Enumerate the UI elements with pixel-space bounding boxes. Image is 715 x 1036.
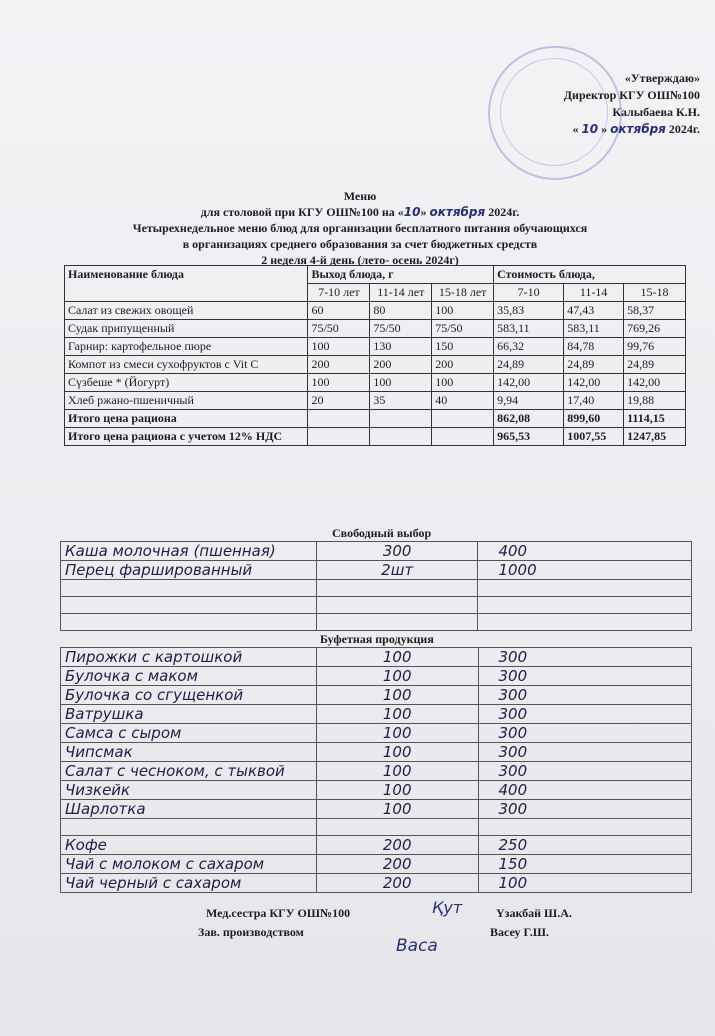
buffet-rows bbox=[61, 648, 692, 893]
buffet-item-price: 300 bbox=[478, 686, 692, 705]
chef-name: Васеу Г.Ш. bbox=[490, 925, 549, 939]
buffet-item-quantity: 100 bbox=[316, 667, 478, 686]
total-vat-row bbox=[65, 428, 686, 446]
buffet-row bbox=[61, 705, 692, 724]
yield-7-10: 75/50 bbox=[308, 320, 370, 338]
approval-date-suffix: 2024г. bbox=[668, 122, 700, 136]
yield-15-18: 100 bbox=[432, 302, 494, 320]
free-choice-item-quantity bbox=[316, 597, 478, 614]
total-empty bbox=[370, 410, 432, 428]
yield-11-14: 80 bbox=[370, 302, 432, 320]
buffet-item-price bbox=[478, 819, 692, 836]
cost-7-10: 583,11 bbox=[494, 320, 564, 338]
cost-7-10: 142,00 bbox=[494, 374, 564, 392]
cost-15-18: 769,26 bbox=[624, 320, 686, 338]
menu-day: 10 bbox=[403, 205, 421, 219]
cost-11-14: 142,00 bbox=[564, 374, 624, 392]
free-choice-item-price: 400 bbox=[478, 542, 692, 561]
yield-7-10: 200 bbox=[308, 356, 370, 374]
yield-15-18: 200 bbox=[432, 356, 494, 374]
header-cost-15-18: 15-18 bbox=[624, 284, 686, 302]
table-row bbox=[65, 302, 686, 320]
approval-date bbox=[500, 121, 700, 138]
total-vat-empty bbox=[308, 428, 370, 446]
yield-11-14: 200 bbox=[370, 356, 432, 374]
total-cost-11-14: 899,60 bbox=[564, 410, 624, 428]
total-vat-cost-15-18: 1247,85 bbox=[624, 428, 686, 446]
cost-7-10: 35,83 bbox=[494, 302, 564, 320]
total-vat-cost-11-14: 1007,55 bbox=[564, 428, 624, 446]
dish-name: Салат из свежих овощей bbox=[65, 302, 308, 320]
buffet-table bbox=[60, 647, 692, 893]
cost-11-14: 47,43 bbox=[564, 302, 624, 320]
buffet-item-name: Булочка с маком bbox=[61, 667, 317, 686]
free-choice-item-quantity bbox=[316, 580, 478, 597]
buffet-row bbox=[61, 836, 692, 855]
free-choice-item-quantity bbox=[316, 614, 478, 631]
total-empty bbox=[432, 410, 494, 428]
header-age-15-18: 15-18 лет bbox=[432, 284, 494, 302]
chef-signature: Васа bbox=[396, 936, 438, 956]
buffet-item-price: 300 bbox=[478, 724, 692, 743]
table-row bbox=[65, 392, 686, 410]
approval-day: 10 bbox=[581, 122, 599, 136]
table-row bbox=[65, 374, 686, 392]
buffet-row bbox=[61, 874, 692, 893]
buffet-item-price: 100 bbox=[478, 874, 692, 893]
menu-date-line bbox=[60, 204, 660, 220]
free-choice-item-name bbox=[61, 597, 317, 614]
yield-7-10: 100 bbox=[308, 338, 370, 356]
total-vat-cost-7-10: 965,53 bbox=[494, 428, 564, 446]
cost-7-10: 66,32 bbox=[494, 338, 564, 356]
buffet-row bbox=[61, 724, 692, 743]
buffet-item-name: Салат с чесноком, с тыквой bbox=[61, 762, 317, 781]
buffet-item-name: Чай с молоком с сахаром bbox=[61, 855, 317, 874]
cost-7-10: 9,94 bbox=[494, 392, 564, 410]
cost-11-14: 17,40 bbox=[564, 392, 624, 410]
approval-line-1: «Утверждаю» bbox=[624, 71, 700, 85]
nurse-title: Мед.сестра КГУ ОШ№100 bbox=[206, 906, 351, 920]
free-choice-item-name bbox=[61, 580, 317, 597]
total-cost-7-10: 862,08 bbox=[494, 410, 564, 428]
yield-15-18: 100 bbox=[432, 374, 494, 392]
menu-title: Меню bbox=[343, 189, 377, 203]
dish-rows bbox=[65, 302, 686, 410]
approval-date-prefix: « bbox=[572, 122, 579, 136]
nurse-name: Үзакбай Ш.А. bbox=[496, 906, 572, 920]
buffet-item-price: 400 bbox=[478, 781, 692, 800]
free-choice-item-name bbox=[61, 614, 317, 631]
cost-15-18: 19,88 bbox=[624, 392, 686, 410]
yield-15-18: 40 bbox=[432, 392, 494, 410]
buffet-item-name: Самса с сыром bbox=[61, 724, 317, 743]
buffet-row bbox=[61, 819, 692, 836]
buffet-item-name: Чай черный с сахаром bbox=[61, 874, 317, 893]
total-vat-label: Итого цена рациона с учетом 12% НДС bbox=[65, 428, 308, 446]
cost-11-14: 84,78 bbox=[564, 338, 624, 356]
header-age-11-14: 11-14 лет bbox=[370, 284, 432, 302]
menu-date-mid: » bbox=[420, 205, 427, 219]
total-empty bbox=[308, 410, 370, 428]
total-label: Итого цена рациона bbox=[65, 410, 308, 428]
approval-block bbox=[500, 70, 700, 138]
menu-date-prefix: для столовой при КГУ ОШ№100 на « bbox=[200, 205, 404, 219]
buffet-item-price: 300 bbox=[478, 648, 692, 667]
buffet-row bbox=[61, 667, 692, 686]
dish-name: Хлеб ржано-пшеничный bbox=[65, 392, 308, 410]
menu-table bbox=[64, 265, 686, 446]
free-choice-item-price bbox=[478, 597, 692, 614]
buffet-item-quantity: 100 bbox=[316, 743, 478, 762]
buffet-item-name: Булочка со сгущенкой bbox=[61, 686, 317, 705]
yield-11-14: 75/50 bbox=[370, 320, 432, 338]
cost-15-18: 142,00 bbox=[624, 374, 686, 392]
buffet-item-quantity: 200 bbox=[316, 836, 478, 855]
buffet-row bbox=[61, 800, 692, 819]
buffet-item-quantity: 100 bbox=[316, 648, 478, 667]
approval-month: октября bbox=[610, 122, 666, 136]
header-yield: Выход блюда, г bbox=[308, 266, 494, 284]
yield-11-14: 100 bbox=[370, 374, 432, 392]
free-choice-item-name: Перец фаршированный bbox=[61, 561, 317, 580]
menu-subtitle-1: Четырехнедельное меню блюд для организации бесплатного питания обучающихся bbox=[132, 221, 588, 235]
table-row bbox=[65, 320, 686, 338]
buffet-row bbox=[61, 648, 692, 667]
free-choice-rows bbox=[61, 542, 692, 631]
buffet-item-name: Шарлотка bbox=[61, 800, 317, 819]
header-age-7-10: 7-10 лет bbox=[308, 284, 370, 302]
dish-name: Сүзбеше * (Йогурт) bbox=[65, 374, 308, 392]
yield-7-10: 60 bbox=[308, 302, 370, 320]
yield-7-10: 100 bbox=[308, 374, 370, 392]
cost-15-18: 58,37 bbox=[624, 302, 686, 320]
cost-11-14: 24,89 bbox=[564, 356, 624, 374]
yield-15-18: 75/50 bbox=[432, 320, 494, 338]
buffet-item-name: Ватрушка bbox=[61, 705, 317, 724]
free-choice-item-quantity: 300 bbox=[316, 542, 478, 561]
yield-11-14: 130 bbox=[370, 338, 432, 356]
buffet-row bbox=[61, 855, 692, 874]
dish-name: Судак припущенный bbox=[65, 320, 308, 338]
buffet-item-name: Чипсмак bbox=[61, 743, 317, 762]
buffet-item-price: 300 bbox=[478, 667, 692, 686]
header-cost-7-10: 7-10 bbox=[494, 284, 564, 302]
menu-month: октября bbox=[429, 205, 486, 219]
buffet-item-quantity: 100 bbox=[316, 762, 478, 781]
buffet-row bbox=[61, 781, 692, 800]
buffet-item-quantity: 200 bbox=[316, 855, 478, 874]
approval-date-mid: » bbox=[601, 122, 608, 136]
total-cost-15-18: 1114,15 bbox=[624, 410, 686, 428]
table-row bbox=[65, 356, 686, 374]
buffet-row bbox=[61, 762, 692, 781]
buffet-item-price: 300 bbox=[478, 762, 692, 781]
buffet-item-quantity: 100 bbox=[316, 705, 478, 724]
free-choice-item-name: Каша молочная (пшенная) bbox=[61, 542, 317, 561]
menu-header bbox=[60, 188, 660, 268]
approval-line-2: Директор КГУ ОШ№100 bbox=[563, 88, 700, 102]
buffet-title: Буфетная продукция bbox=[320, 632, 434, 646]
cost-15-18: 99,76 bbox=[624, 338, 686, 356]
free-choice-row bbox=[61, 580, 692, 597]
free-choice-title: Свободный выбор bbox=[332, 526, 432, 540]
buffet-item-quantity: 200 bbox=[316, 874, 478, 893]
buffet-item-name: Кофе bbox=[61, 836, 317, 855]
nurse-signature: Қут bbox=[432, 898, 463, 917]
table-row bbox=[65, 338, 686, 356]
buffet-item-price: 300 bbox=[478, 705, 692, 724]
chef-title: Зав. производством bbox=[198, 925, 304, 939]
free-choice-row bbox=[61, 542, 692, 561]
approval-line-3: Калыбаева К.Н. bbox=[612, 105, 700, 119]
buffet-item-quantity bbox=[316, 819, 478, 836]
buffet-item-name: Пирожки с картошкой bbox=[61, 648, 317, 667]
header-cost-11-14: 11-14 bbox=[564, 284, 624, 302]
buffet-row bbox=[61, 686, 692, 705]
dish-name: Гарнир: картофельное пюре bbox=[65, 338, 308, 356]
free-choice-item-price bbox=[478, 614, 692, 631]
table-header-row bbox=[65, 266, 686, 284]
buffet-item-name bbox=[61, 819, 317, 836]
header-dish-name: Наименование блюда bbox=[65, 266, 308, 302]
total-vat-empty bbox=[432, 428, 494, 446]
buffet-item-price: 300 bbox=[478, 800, 692, 819]
yield-7-10: 20 bbox=[308, 392, 370, 410]
menu-subtitle-2: в организациях среднего образования за счет бюджетных средств bbox=[182, 237, 538, 251]
buffet-item-quantity: 100 bbox=[316, 781, 478, 800]
buffet-item-quantity: 100 bbox=[316, 686, 478, 705]
free-choice-row bbox=[61, 614, 692, 631]
cost-11-14: 583,11 bbox=[564, 320, 624, 338]
menu-week-day: 2 неделя 4-й день (лето- осень 2024г) bbox=[261, 253, 459, 267]
buffet-item-price: 250 bbox=[478, 836, 692, 855]
free-choice-row bbox=[61, 597, 692, 614]
yield-11-14: 35 bbox=[370, 392, 432, 410]
total-row bbox=[65, 410, 686, 428]
buffet-item-name: Чизкейк bbox=[61, 781, 317, 800]
free-choice-item-quantity: 2шт bbox=[316, 561, 478, 580]
free-choice-item-price bbox=[478, 580, 692, 597]
free-choice-item-price: 1000 bbox=[478, 561, 692, 580]
cost-15-18: 24,89 bbox=[624, 356, 686, 374]
buffet-item-quantity: 100 bbox=[316, 724, 478, 743]
free-choice-row bbox=[61, 561, 692, 580]
buffet-item-price: 300 bbox=[478, 743, 692, 762]
buffet-item-quantity: 100 bbox=[316, 800, 478, 819]
buffet-item-price: 150 bbox=[478, 855, 692, 874]
free-choice-table bbox=[60, 541, 692, 631]
yield-15-18: 150 bbox=[432, 338, 494, 356]
header-cost: Стоимость блюда, bbox=[494, 266, 686, 284]
dish-name: Компот из смеси сухофруктов с Vit C bbox=[65, 356, 308, 374]
total-vat-empty bbox=[370, 428, 432, 446]
cost-7-10: 24,89 bbox=[494, 356, 564, 374]
menu-date-suffix: 2024г. bbox=[488, 205, 520, 219]
buffet-row bbox=[61, 743, 692, 762]
